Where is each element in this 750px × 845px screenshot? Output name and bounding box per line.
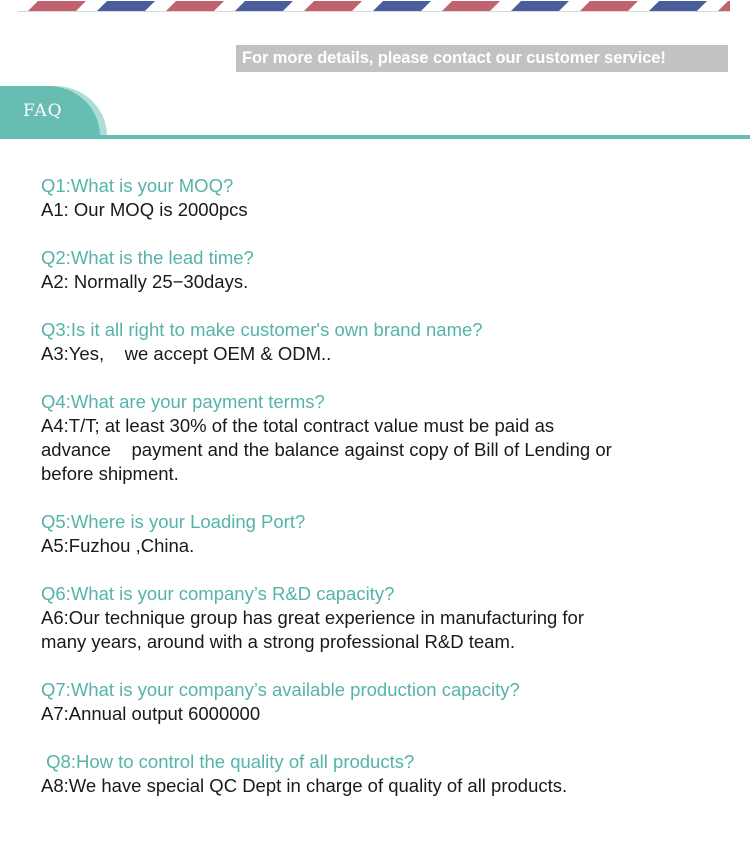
airmail-stripe-border [18,0,730,12]
question-6: Q6:What is your company’s R&D capacity? [41,583,395,604]
answer-1: A1: Our MOQ is 2000pcs [41,199,248,220]
answer-5: A5:Fuzhou ,China. [41,535,195,556]
stripe-bottom-edge [18,11,730,12]
answer-7: A7:Annual output 6000000 [41,703,261,724]
answer-3: A3:Yes, we accept OEM & ODM.. [41,343,332,364]
faq-item-3 [41,318,701,366]
question-5: Q5:Where is your Loading Port? [41,511,306,532]
answer-8: A8:We have special QC Dept in charge of quality of all products. [41,775,568,796]
answer-4: A4:T/T; at least 30% of the total contract value must be paid as advance payment and the balance against copy of Bill of Lending or before shipment. [41,415,612,484]
faq-tab: FAQ [0,86,100,138]
answer-2: A2: Normally 25−30days. [41,271,249,292]
faq-item-2 [41,246,701,294]
faq-item-8 [41,750,701,798]
question-2: Q2:What is the lead time? [41,247,254,268]
faq-item-6 [41,582,701,654]
question-4: Q4:What are your payment terms? [41,391,325,412]
question-7: Q7:What is your company’s available production capacity? [41,679,520,700]
question-3: Q3:Is it all right to make customer's own brand name? [41,319,483,340]
contact-banner: For more details, please contact our customer service! [236,45,728,72]
faq-item-7 [41,678,701,726]
faq-divider [0,135,750,139]
question-8: Q8:How to control the quality of all products? [41,751,415,772]
faq-item-5 [41,510,701,558]
answer-6: A6:Our technique group has great experience in manufacturing for many years, around with a strong professional R&D team. [41,607,584,652]
question-1: Q1:What is your MOQ? [41,175,234,196]
faq-item-4 [41,390,701,486]
faq-item-1 [41,174,701,222]
